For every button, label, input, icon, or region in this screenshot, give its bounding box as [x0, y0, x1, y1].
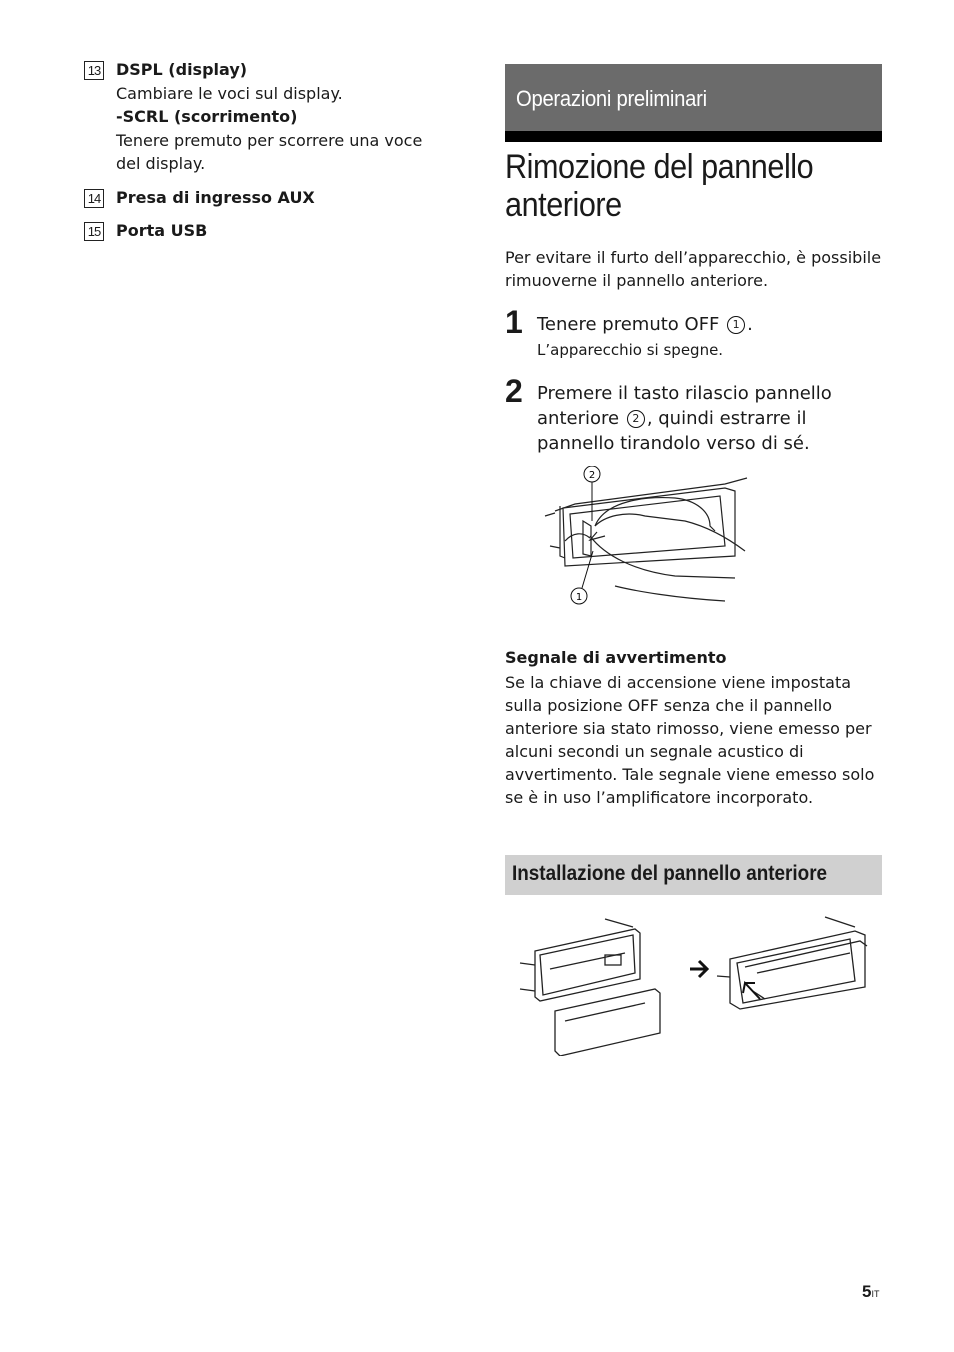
list-item: [84, 58, 444, 176]
circled-marker: 2: [627, 410, 645, 428]
section-header: [505, 64, 882, 142]
page-number: [862, 1282, 879, 1302]
item-number: 15: [84, 222, 104, 241]
item-title: Porta USB: [116, 221, 208, 240]
item-subtitle: -SCRL (scorrimento): [116, 107, 298, 126]
intro-text: Per evitare il furto dell’apparecchio, è possibile rimuoverne il pannello anteriore.: [505, 248, 882, 290]
list-item: [84, 186, 444, 210]
step-subtext: L’apparecchio si spegne.: [537, 341, 724, 359]
section-title: Operazioni preliminari: [516, 86, 707, 111]
step-2: [505, 373, 882, 456]
step-text: [537, 312, 882, 337]
step-number: 2: [505, 373, 523, 409]
step-text-b: , quindi estrarre il pannello tirandolo verso di sé.: [537, 408, 810, 454]
item-subdesc: Tenere premuto per scorrere una voce del display.: [116, 130, 423, 173]
right-column: [505, 64, 882, 1060]
step-text: [537, 381, 882, 456]
step-text-a: Tenere premuto OFF: [537, 314, 720, 335]
step-text-a: Premere il tasto rilascio pannello anteriore: [537, 383, 832, 429]
left-column: [84, 58, 444, 253]
page-number-value: 5: [862, 1282, 872, 1301]
step-1: [505, 304, 882, 361]
panel-removal-figure: [535, 466, 765, 616]
callout-label: 1: [575, 592, 583, 603]
warning-body: Se la chiave di accensione viene impostata sulla posizione OFF senza che il pannello anteriore sia stato rimosso, viene emesso per alcuni secondi un segnale acustico di avvertimento. Tale segnale viene emesso solo se è in uso l’amplificatore incorporato.: [505, 673, 875, 807]
item-number: 14: [84, 189, 104, 208]
callout-label: 2: [588, 470, 596, 481]
step-text-b: .: [747, 314, 753, 335]
removal-illustration: [535, 466, 882, 620]
page-title: Rimozione del pannello anteriore: [505, 148, 814, 224]
subsection-header: [505, 855, 882, 895]
subsection-title: Installazione del pannello anteriore: [512, 862, 828, 885]
item-title: DSPL (display): [116, 60, 248, 79]
item-title: Presa di ingresso AUX: [116, 187, 315, 207]
step-number: 1: [505, 304, 523, 340]
item-number: 13: [84, 61, 104, 80]
warning-title: Segnale di avvertimento: [505, 648, 727, 667]
list-item: [84, 219, 444, 243]
item-desc: Cambiare le voci sul display.: [116, 83, 343, 103]
installation-illustration: [505, 911, 882, 1060]
panel-installation-figure: [505, 911, 882, 1056]
circled-marker: 1: [727, 316, 745, 334]
page-lang: IT: [871, 1289, 880, 1299]
